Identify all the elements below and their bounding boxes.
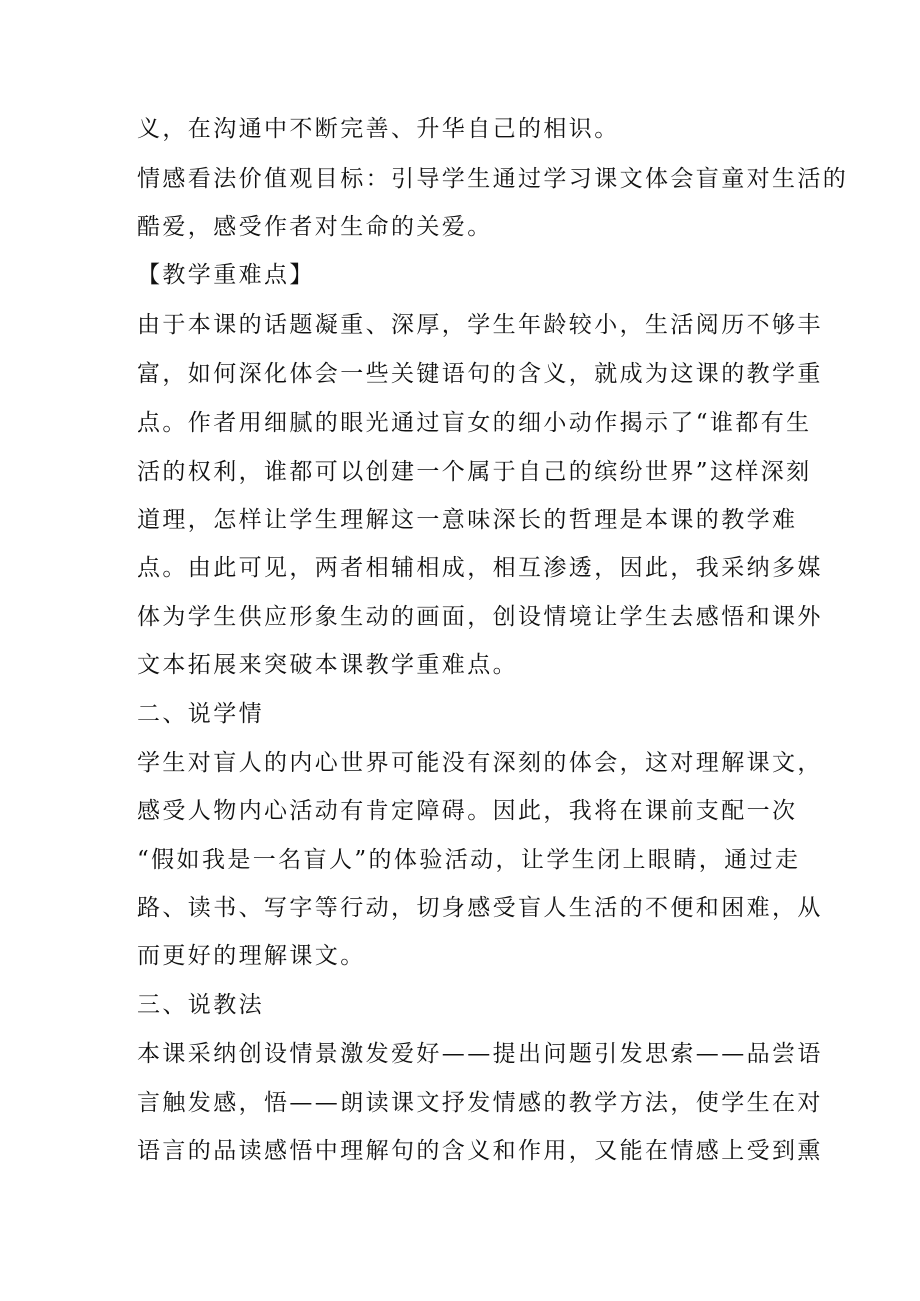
text-line: 语言的品读感悟中理解句的含义和作用，又能在情感上受到熏 [137,1138,823,1164]
text-line: 酷爱，感受作者对生命的关爱。 [137,214,493,240]
text-line: 活的权利，谁都可以创建一个属于自己的缤纷世界”这样深刻 [137,459,812,485]
text-line: 由于本课的话题凝重、深厚，学生年龄较小，生活阅历不够丰 [137,312,823,338]
section-heading: 三、说教法 [137,992,264,1018]
text-line: 富，如何深化体会一些关键语句的含义，就成为这课的教学重 [137,361,823,387]
text-line: 路、读书、写字等行动，切身感受盲人生活的不便和困难，从 [137,895,823,921]
text-line: 情感看法价值观目标：引导学生通过学习课文体会盲童对生活的 [137,166,849,192]
section-heading: 二、说学情 [137,701,264,727]
text-line: 义，在沟通中不断完善、升华自己的相识。 [137,116,620,142]
text-line: 本课采纳创设情景激发爱好——提出问题引发思索——品尝语 [137,1041,823,1067]
text-line: 点。由此可见，两者相辅相成，相互渗透，因此，我采纳多媒 [137,555,823,581]
text-line: 感受人物内心活动有肯定障碍。因此，我将在课前支配一次 [137,798,798,824]
section-heading: 【教学重难点】 [137,262,315,288]
text-line: 点。作者用细腻的眼光通过盲女的细小动作揭示了“谁都有生 [137,410,812,436]
text-line: 言触发感，悟——朗读课文抒发情感的教学方法，使学生在对 [137,1090,823,1116]
text-line: 学生对盲人的内心世界可能没有深刻的体会，这对理解课文， [137,750,823,776]
text-line: 道理，怎样让学生理解这一意味深长的哲理是本课的教学难 [137,507,798,533]
text-line: “假如我是一名盲人”的体验活动，让学生闭上眼睛，通过走 [137,847,801,873]
text-line: 文本拓展来突破本课教学重难点。 [137,652,518,678]
text-line: 而更好的理解课文。 [137,943,366,969]
text-line: 体为学生供应形象生动的画面，创设情境让学生去感悟和课外 [137,604,823,630]
